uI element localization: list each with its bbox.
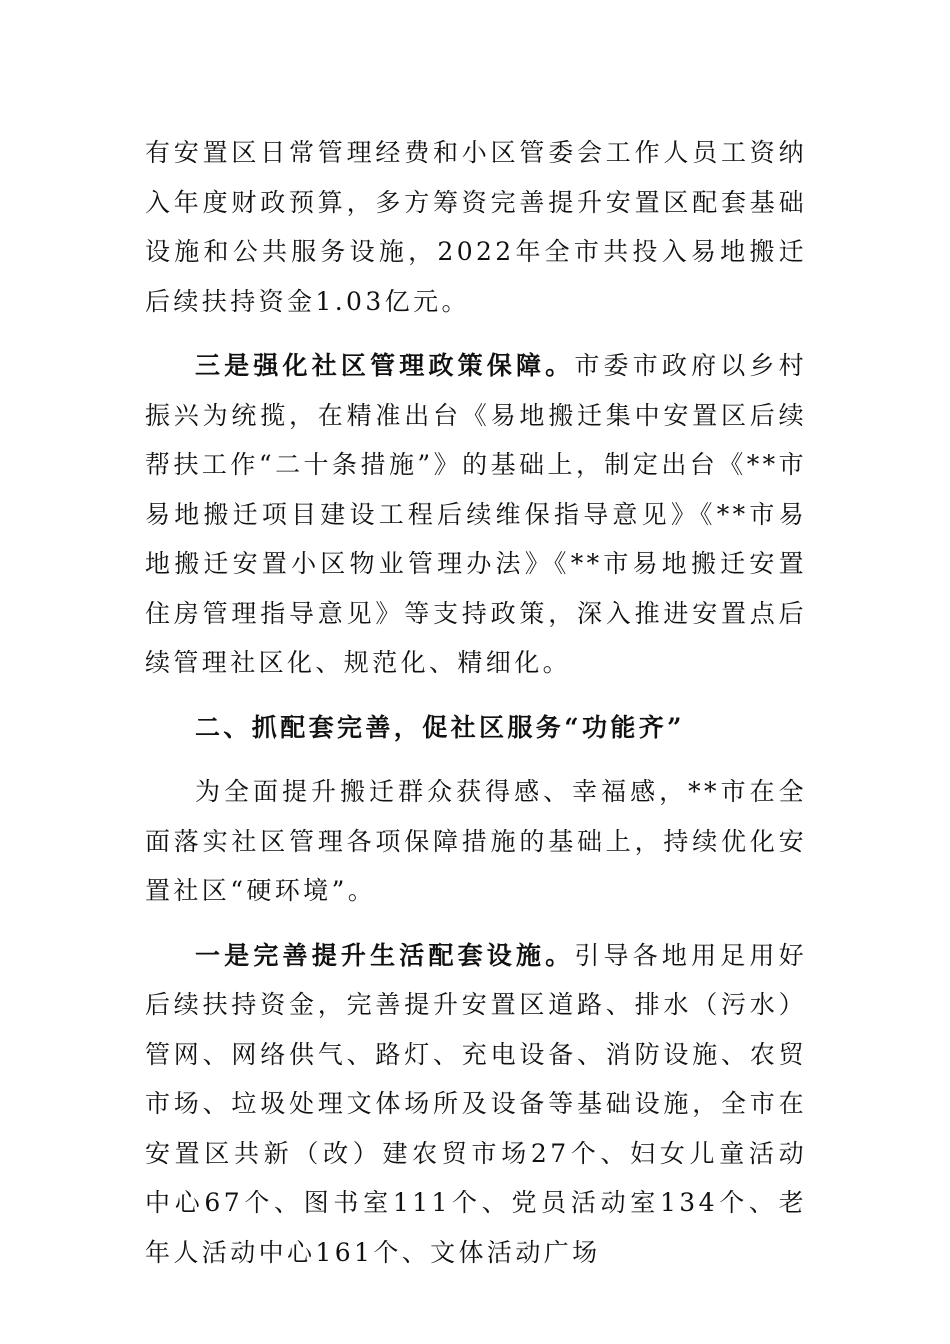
paragraph-lead-policy: 三是强化社区管理政策保障。 <box>195 351 575 380</box>
paragraph-body-facilities: 引导各地用足用好后续扶持资金，完善提升安置区道路、排水（污水）管网、网络供气、路灯、充电设备、消防设施、农贸市场、垃圾处理文体场所及设备等基础设施，全市在安置区共新（改）建农贸市场27个、妇女儿童活动中心67个、图书室111个、党员活动室134个、老年人活动中心161个、文体活动广场 <box>145 940 808 1267</box>
paragraph-policy-guarantee <box>145 341 807 688</box>
section-heading-2: 二、抓配套完善，促社区服务“功能齐” <box>195 712 685 742</box>
paragraph-lead-facilities: 一是完善提升生活配套设施。 <box>195 940 575 970</box>
paragraph-living-facilities <box>145 931 807 1278</box>
paragraph-continuation: 有安置区日常管理经费和小区管委会工作人员工资纳入年度财政预算，多方筹资完善提升安置区配套基础设施和公共服务设施，2022年全市共投入易地搬迁后续扶持资金1.03亿元。 <box>145 138 807 316</box>
paragraph-body-policy: 市委市政府以乡村振兴为统揽，在精准出台《易地搬迁集中安置区后续帮扶工作“二十条措施”》的基础上，制定出台《**市易地搬迁项目建设工程后续维保指导意见》《**市易地搬迁安置小区物业管理办法》《**市易地搬迁安置住房管理指导意见》等支持政策，深入推进安置点后续管理社区化、规范化、精细化。 <box>145 351 808 677</box>
paragraph-intro-section-2: 为全面提升搬迁群众获得感、幸福感，**市在全面落实社区管理各项保障措施的基础上，持续优化安置社区“硬环境”。 <box>145 777 807 905</box>
document-page <box>145 128 807 1277</box>
